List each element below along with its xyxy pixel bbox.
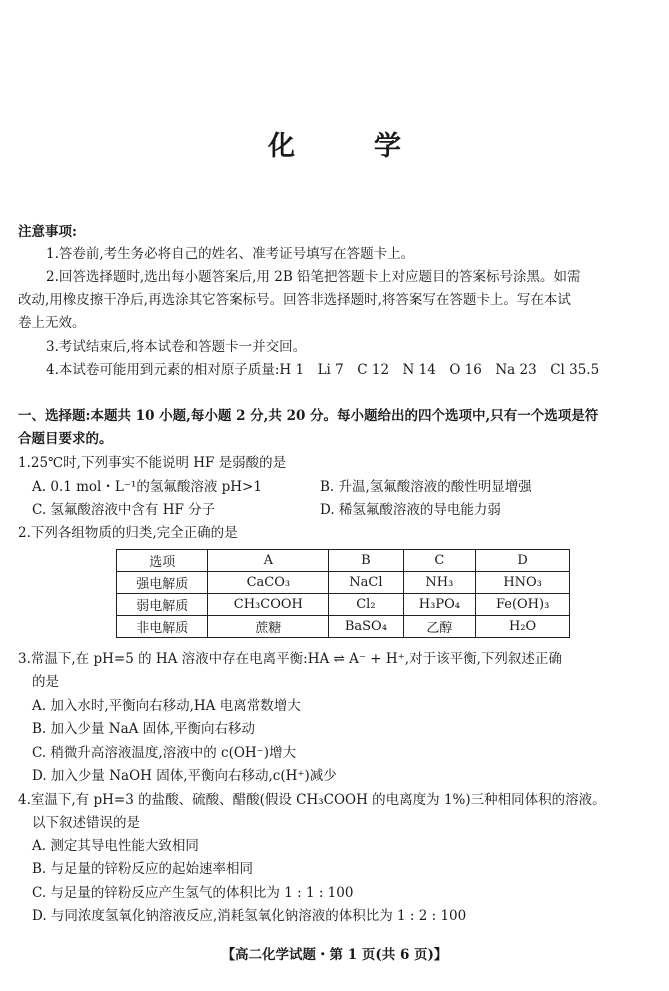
question-4-stem-line-2: 以下叙述错误的是: [32, 815, 140, 831]
question-3-option-b: B. 加入少量 NaA 固体,平衡向右移动: [32, 721, 255, 737]
table-header-row: [117, 550, 570, 572]
table-cell: 弱电解质: [117, 594, 208, 616]
table-cell: Cl₂: [329, 594, 403, 616]
page-footer: 【高二化学试题・第 1 页(共 6 页)】: [221, 947, 448, 963]
table-cell: CH₃COOH: [208, 594, 329, 616]
question-3-stem-line-1: 3.常温下,在 pH=5 的 HA 溶液中存在电离平衡:HA ⇌ A⁻ + H⁺,对于该平衡,下列叙述正确: [18, 651, 562, 667]
question-1-option-c: C. 氢氟酸溶液中含有 HF 分子: [32, 502, 216, 518]
question-4-option-c: C. 与足量的锌粉反应产生氢气的体积比为 1 : 1 : 100: [32, 885, 354, 901]
table-cell: 蔗糖: [208, 616, 329, 638]
notice-item-3: 3.考试结束后,将本试卷和答题卡一并交回。: [46, 339, 307, 355]
table-cell: NH₃: [403, 572, 476, 594]
table-cell: Fe(OH)₃: [476, 594, 570, 616]
section-heading-line-1: 一、选择题:本题共 10 小题,每小题 2 分,共 20 分。每小题给出的四个选项中,只有一个选项是符: [18, 408, 599, 424]
question-4-option-d: D. 与同浓度氢氧化钠溶液反应,消耗氢氧化钠溶液的体积比为 1 : 2 : 100: [32, 908, 467, 924]
question-4-option-a: A. 测定其导电性能大致相同: [32, 838, 199, 854]
notice-heading: 注意事项:: [18, 224, 77, 240]
table-row: [117, 572, 570, 594]
classification-table: [116, 549, 570, 638]
table-cell: H₂O: [476, 616, 570, 638]
table-header-cell: B: [329, 550, 403, 572]
question-3-option-c: C. 稍微升高溶液温度,溶液中的 c(OH⁻)增大: [32, 745, 297, 761]
notice-item-2-line-3: 卷上无效。: [18, 315, 86, 331]
table-row: [117, 616, 570, 638]
question-4-stem-line-1: 4.室温下,有 pH=3 的盐酸、硫酸、醋酸(假设 CH₃COOH 的电离度为 1%)三种相同体积的溶液。: [18, 792, 606, 808]
question-2-stem: 2.下列各组物质的归类,完全正确的是: [18, 525, 238, 541]
table-header-cell: A: [208, 550, 329, 572]
question-4-option-b: B. 与足量的锌粉反应的起始速率相同: [32, 861, 254, 877]
page-title: 化 学: [268, 131, 427, 162]
table-cell: 乙醇: [403, 616, 476, 638]
question-3-option-a: A. 加入水时,平衡向右移动,HA 电离常数增大: [32, 698, 301, 714]
question-1-option-b: B. 升温,氢氟酸溶液的酸性明显增强: [320, 479, 532, 495]
table-cell: CaCO₃: [208, 572, 329, 594]
notice-item-1: 1.答卷前,考生务必将自己的姓名、准考证号填写在答题卡上。: [46, 246, 415, 262]
notice-item-2-line-2: 改动,用橡皮擦干净后,再选涂其它答案标号。回答非选择题时,将答案写在答题卡上。写在本试: [18, 292, 571, 308]
table-cell: 强电解质: [117, 572, 208, 594]
question-1-stem: 1.25℃时,下列事实不能说明 HF 是弱酸的是: [18, 455, 287, 471]
table-cell: HNO₃: [476, 572, 570, 594]
question-1-option-a: A. 0.1 mol・L⁻¹的氢氟酸溶液 pH>1: [32, 479, 262, 495]
table-row: [117, 594, 570, 616]
table-cell: NaCl: [329, 572, 403, 594]
question-3-option-d: D. 加入少量 NaOH 固体,平衡向右移动,c(H⁺)减少: [32, 768, 337, 784]
table-header-cell: D: [476, 550, 570, 572]
table-cell: H₃PO₄: [403, 594, 476, 616]
notice-item-2-line-1: 2.回答选择题时,选出每小题答案后,用 2B 铅笔把答题卡上对应题目的答案标号涂黑。如需: [46, 269, 581, 285]
table-cell: 非电解质: [117, 616, 208, 638]
table-cell: BaSO₄: [329, 616, 403, 638]
section-heading-line-2: 合题目要求的。: [18, 431, 113, 447]
question-1-option-d: D. 稀氢氟酸溶液的导电能力弱: [320, 502, 501, 518]
question-3-stem-line-2: 的是: [32, 674, 59, 690]
notice-item-4: 4.本试卷可能用到元素的相对原子质量:H 1 Li 7 C 12 N 14 O 16 Na 23 Cl 35.5: [46, 362, 600, 378]
table-header-cell: 选项: [117, 550, 208, 572]
table-header-cell: C: [403, 550, 476, 572]
